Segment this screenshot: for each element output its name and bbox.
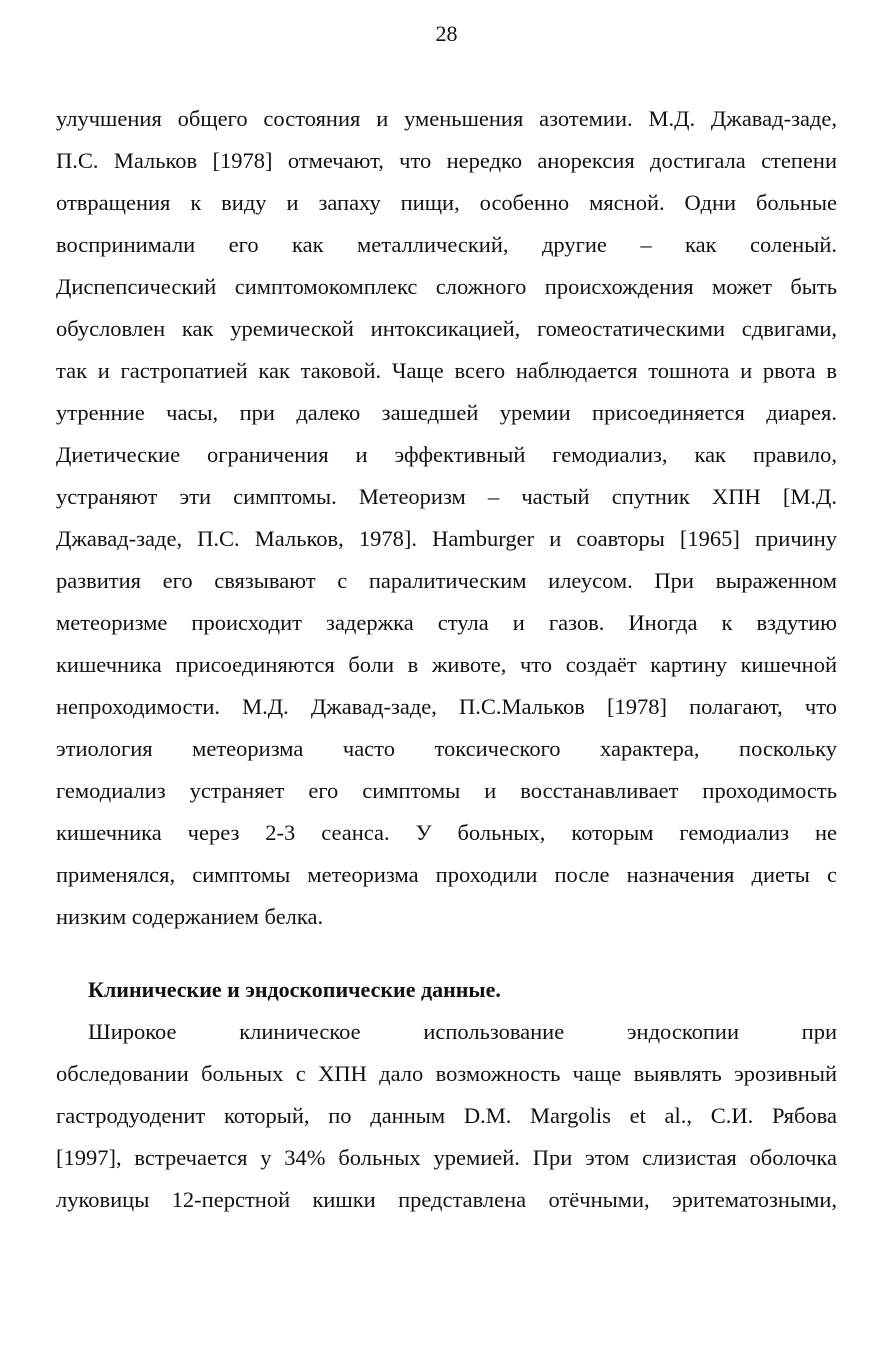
text-line: воспринимали его как металлический, другие – как соленый.: [56, 232, 837, 257]
page-number: 28: [435, 21, 458, 46]
text-line: гемодиализ устраняет его симптомы и восстанавливает проходимость: [56, 778, 837, 803]
text-line: Диетические ограничения и эффективный гемодиализ, как правило,: [56, 442, 837, 467]
text-line: П.С. Мальков [1978] отмечают, что нередко анорексия достигала степени: [56, 148, 837, 173]
text-line: развития его связывают с паралитическим илеусом. При выраженном: [56, 568, 837, 593]
text-line: применялся, симптомы метеоризма проходили после назначения диеты с: [56, 862, 837, 887]
text-line: утренние часы, при далеко зашедшей уремии присоединяется диарея.: [56, 400, 837, 425]
text-line: улучшения общего состояния и уменьшения азотемии. М.Д. Джавад-заде,: [56, 106, 837, 131]
text-line: луковицы 12-перстной кишки представлена отёчными, эритематозными,: [56, 1187, 837, 1212]
text-line: кишечника через 2-3 сеанса. У больных, которым гемодиализ не: [56, 820, 837, 845]
text-line: так и гастропатией как таковой. Чаще всего наблюдается тошнота и рвота в: [56, 358, 837, 383]
text-line: гастродуоденит который, по данным D.M. Margolis et al., С.И. Рябова: [56, 1103, 837, 1128]
text-line: обследовании больных с ХПН дало возможность чаще выявлять эрозивный: [56, 1061, 837, 1086]
text-line: отвращения к виду и запаху пищи, особенно мясной. Одни больные: [56, 190, 837, 215]
text-line: обусловлен как уремической интоксикацией, гомеостатическими сдвигами,: [56, 316, 837, 341]
text-line: непроходимости. М.Д. Джавад-заде, П.С.Мальков [1978] полагают, что: [56, 694, 837, 719]
paragraph-2: [56, 1011, 837, 1221]
section-heading: Клинические и эндоскопические данные.: [88, 977, 501, 1002]
text-line: этиология метеоризма часто токсического характера, поскольку: [56, 736, 837, 761]
text-line: кишечника присоединяются боли в животе, что создаёт картину кишечной: [56, 652, 837, 677]
text-line: Джавад-заде, П.С. Мальков, 1978]. Hamburger и соавторы [1965] причину: [56, 526, 837, 551]
text-line: устраняют эти симптомы. Метеоризм – частый спутник ХПН [М.Д.: [56, 484, 837, 509]
text-line: [1997], встречается у 34% больных уремией. При этом слизистая оболочка: [56, 1145, 837, 1170]
text-line: низким содержанием белка.: [56, 904, 324, 929]
paragraph-1: [56, 98, 837, 938]
text-line: Диспепсический симптомокомплекс сложного происхождения может быть: [56, 274, 837, 299]
text-line: метеоризме происходит задержка стула и газов. Иногда к вздутию: [56, 610, 837, 635]
text-line: Широкое клиническое использование эндоскопии при: [88, 1019, 837, 1044]
